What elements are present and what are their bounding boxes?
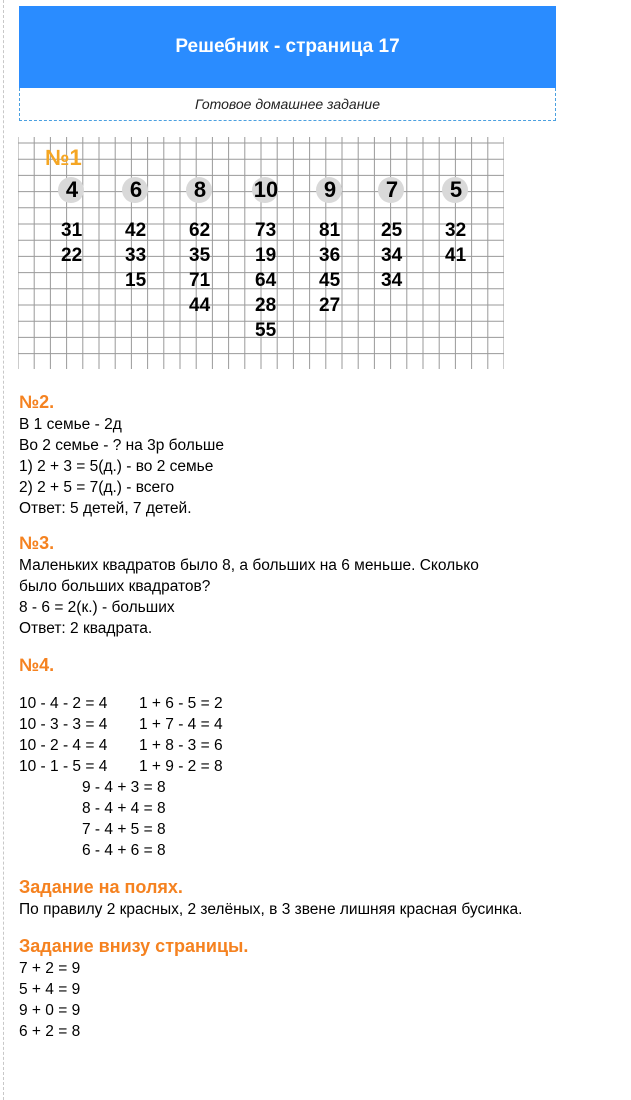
page-subtitle: Готовое домашнее задание	[194, 96, 380, 112]
column-head-value: 4	[65, 177, 79, 202]
text-line: По правилу 2 красных, 2 зелёных, в 3 звене лишняя красная бусинка.	[19, 901, 523, 918]
bottom-task-section	[19, 934, 619, 1042]
grid-number: 34	[381, 270, 403, 291]
grid-number: 15	[125, 270, 147, 291]
page-title: Решебник - страница 17	[175, 36, 400, 57]
task2-section	[19, 390, 619, 519]
equation: 9 - 4 + 3 = 8	[82, 779, 166, 796]
column-head-value: 10	[253, 177, 279, 202]
equation-row	[19, 756, 619, 777]
grid-number: 62	[189, 220, 211, 241]
equation: 10 - 2 - 4 = 4	[19, 737, 108, 754]
task3-section	[19, 531, 619, 639]
grid-number: 41	[445, 245, 467, 266]
left-guide-line	[3, 0, 4, 1100]
column-head	[52, 177, 92, 203]
grid-number: 22	[61, 245, 83, 266]
text-line: было больших квадратов?	[19, 578, 211, 595]
equation: 1 + 6 - 5 = 2	[139, 695, 223, 712]
column-head	[180, 177, 220, 203]
task1-title: №1	[45, 145, 82, 170]
equation: 6 + 2 = 8	[19, 1023, 81, 1040]
task4-title: №4.	[19, 655, 55, 675]
equation: 1 + 7 - 4 = 4	[139, 716, 223, 733]
equation: 1 + 9 - 2 = 8	[139, 758, 223, 775]
text-line: Ответ: 5 детей, 7 детей.	[19, 500, 192, 517]
grid-number: 27	[319, 295, 341, 316]
grid-number: 81	[319, 220, 341, 241]
text-line: В 1 семье - 2д	[19, 416, 122, 433]
equation: 1 + 8 - 3 = 6	[139, 737, 223, 754]
column-head	[372, 177, 412, 203]
column-head	[436, 177, 476, 203]
text-line: Во 2 семье - ? на 3р больше	[19, 437, 224, 454]
equation-row	[19, 693, 619, 714]
column-head-value: 8	[193, 177, 207, 202]
task1-grid	[18, 137, 504, 369]
page-header	[19, 6, 556, 88]
text-line: Маленьких квадратов было 8, а больших на 6 меньше. Сколько	[19, 557, 479, 574]
bottom-task-title: Задание внизу страницы.	[19, 936, 249, 956]
grid-number: 25	[381, 220, 403, 241]
text-line: Ответ: 2 квадрата.	[19, 620, 153, 637]
equation: 8 - 4 + 4 = 8	[82, 800, 166, 817]
equation: 6 - 4 + 6 = 8	[82, 842, 166, 859]
equation: 10 - 3 - 3 = 4	[19, 716, 108, 733]
column-head	[246, 177, 286, 203]
column-head-value: 6	[129, 177, 143, 202]
text-line: 8 - 6 = 2(к.) - больших	[19, 599, 175, 616]
content	[19, 390, 619, 1042]
grid-number: 32	[445, 220, 467, 241]
grid-number: 31	[61, 220, 83, 241]
text-line: 2) 2 + 5 = 7(д.) - всего	[19, 479, 175, 496]
grid-number: 36	[319, 245, 341, 266]
grid-number: 73	[255, 220, 277, 241]
text-line: 1) 2 + 3 = 5(д.) - во 2 семье	[19, 458, 214, 475]
equation: 10 - 4 - 2 = 4	[19, 695, 108, 712]
column-head-value: 5	[449, 177, 463, 202]
equation: 7 + 2 = 9	[19, 960, 81, 977]
grid-number: 35	[189, 245, 211, 266]
column-head-value: 7	[385, 177, 399, 202]
task2-title: №2.	[19, 392, 55, 412]
equation: 9 + 0 = 9	[19, 1002, 81, 1019]
grid-number: 28	[255, 295, 277, 316]
grid-number: 45	[319, 270, 341, 291]
margin-task-title: Задание на полях.	[19, 877, 183, 897]
grid-number: 55	[255, 320, 277, 341]
column-head	[116, 177, 156, 203]
grid-number: 44	[189, 295, 211, 316]
grid-number: 33	[125, 245, 147, 266]
grid-number: 19	[255, 245, 277, 266]
margin-task-section	[19, 875, 619, 920]
grid-number: 42	[125, 220, 147, 241]
grid-number: 71	[189, 270, 211, 291]
equation: 10 - 1 - 5 = 4	[19, 758, 108, 775]
grid-number: 34	[381, 245, 403, 266]
grid-number: 64	[255, 270, 277, 291]
task4-section	[19, 653, 619, 861]
page-subheader	[19, 88, 556, 121]
equation-row	[19, 714, 619, 735]
task3-title: №3.	[19, 533, 55, 553]
column-head	[310, 177, 350, 203]
equation: 5 + 4 = 9	[19, 981, 81, 998]
column-head-value: 9	[323, 177, 337, 202]
equation: 7 - 4 + 5 = 8	[82, 821, 166, 838]
equation-row	[19, 735, 619, 756]
